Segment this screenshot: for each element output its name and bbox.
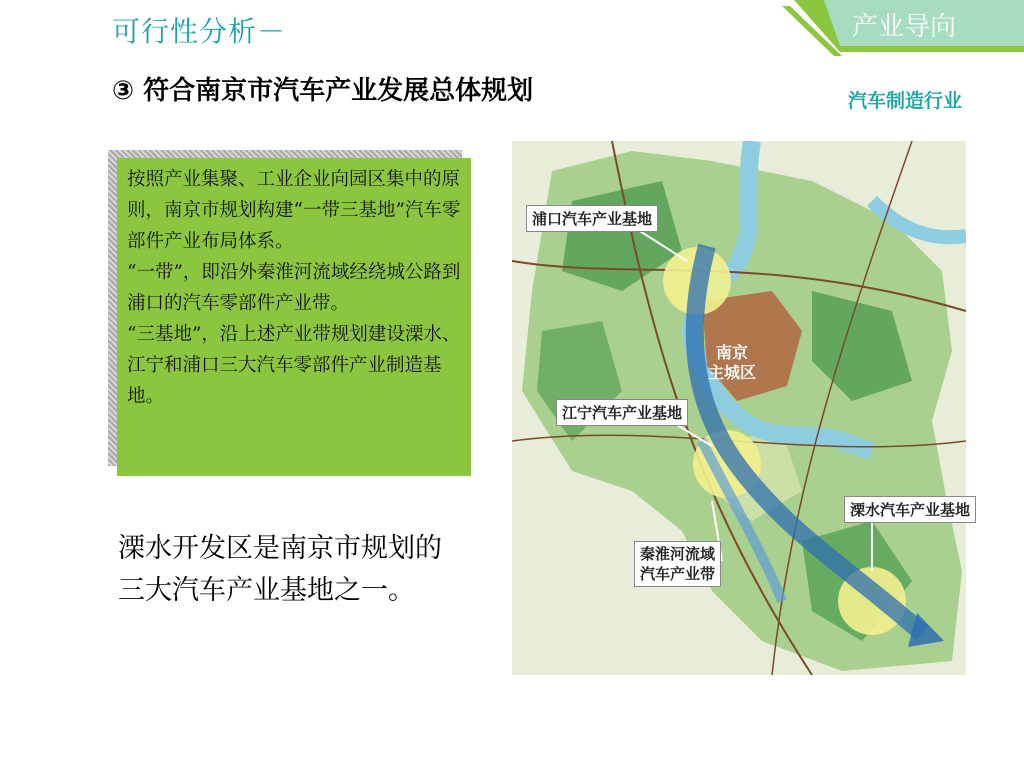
map-label-city-center <box>708 343 756 383</box>
body-text: 溧水开发区是南京市规划的三大汽车产业基地之一。 <box>118 533 442 606</box>
industry-label: 汽车制造行业 <box>848 90 963 112</box>
map-label-city-center-line2: 主城区 <box>708 363 757 382</box>
map-label-city-center-line1: 南京 <box>716 343 749 362</box>
callout-box <box>117 158 471 476</box>
map-label-qinhuai-line1: 秦淮河流域 <box>640 545 716 563</box>
map-label-pukou: 浦口汽车产业基地 <box>526 205 658 232</box>
map-label-lishui: 溧水汽车产业基地 <box>844 496 976 523</box>
slide-title: 可行性分析－ <box>112 15 287 48</box>
section-tab-label: 产业导向 <box>852 12 957 42</box>
slide-subtitle: ③ 符合南京市汽车产业发展总体规划 <box>112 76 534 106</box>
map-label-jiangning: 江宁汽车产业基地 <box>556 399 688 426</box>
map-label-qinhuai <box>634 541 721 587</box>
planning-map <box>512 141 971 675</box>
callout-text: 按照产业集聚、工业企业向园区集中的原则，南京市规划构建“一带三基地”汽车零部件产业布局体系。 “一带”，即沿外秦淮河流域经绕城公路到浦口的汽车零部件产业带。 “三基地”，沿上述产业带规划建设溧水、江宁和浦口三大汽车零部件产业制造基地。 <box>127 169 461 407</box>
map-label-qinhuai-line2: 汽车产业带 <box>640 565 716 583</box>
